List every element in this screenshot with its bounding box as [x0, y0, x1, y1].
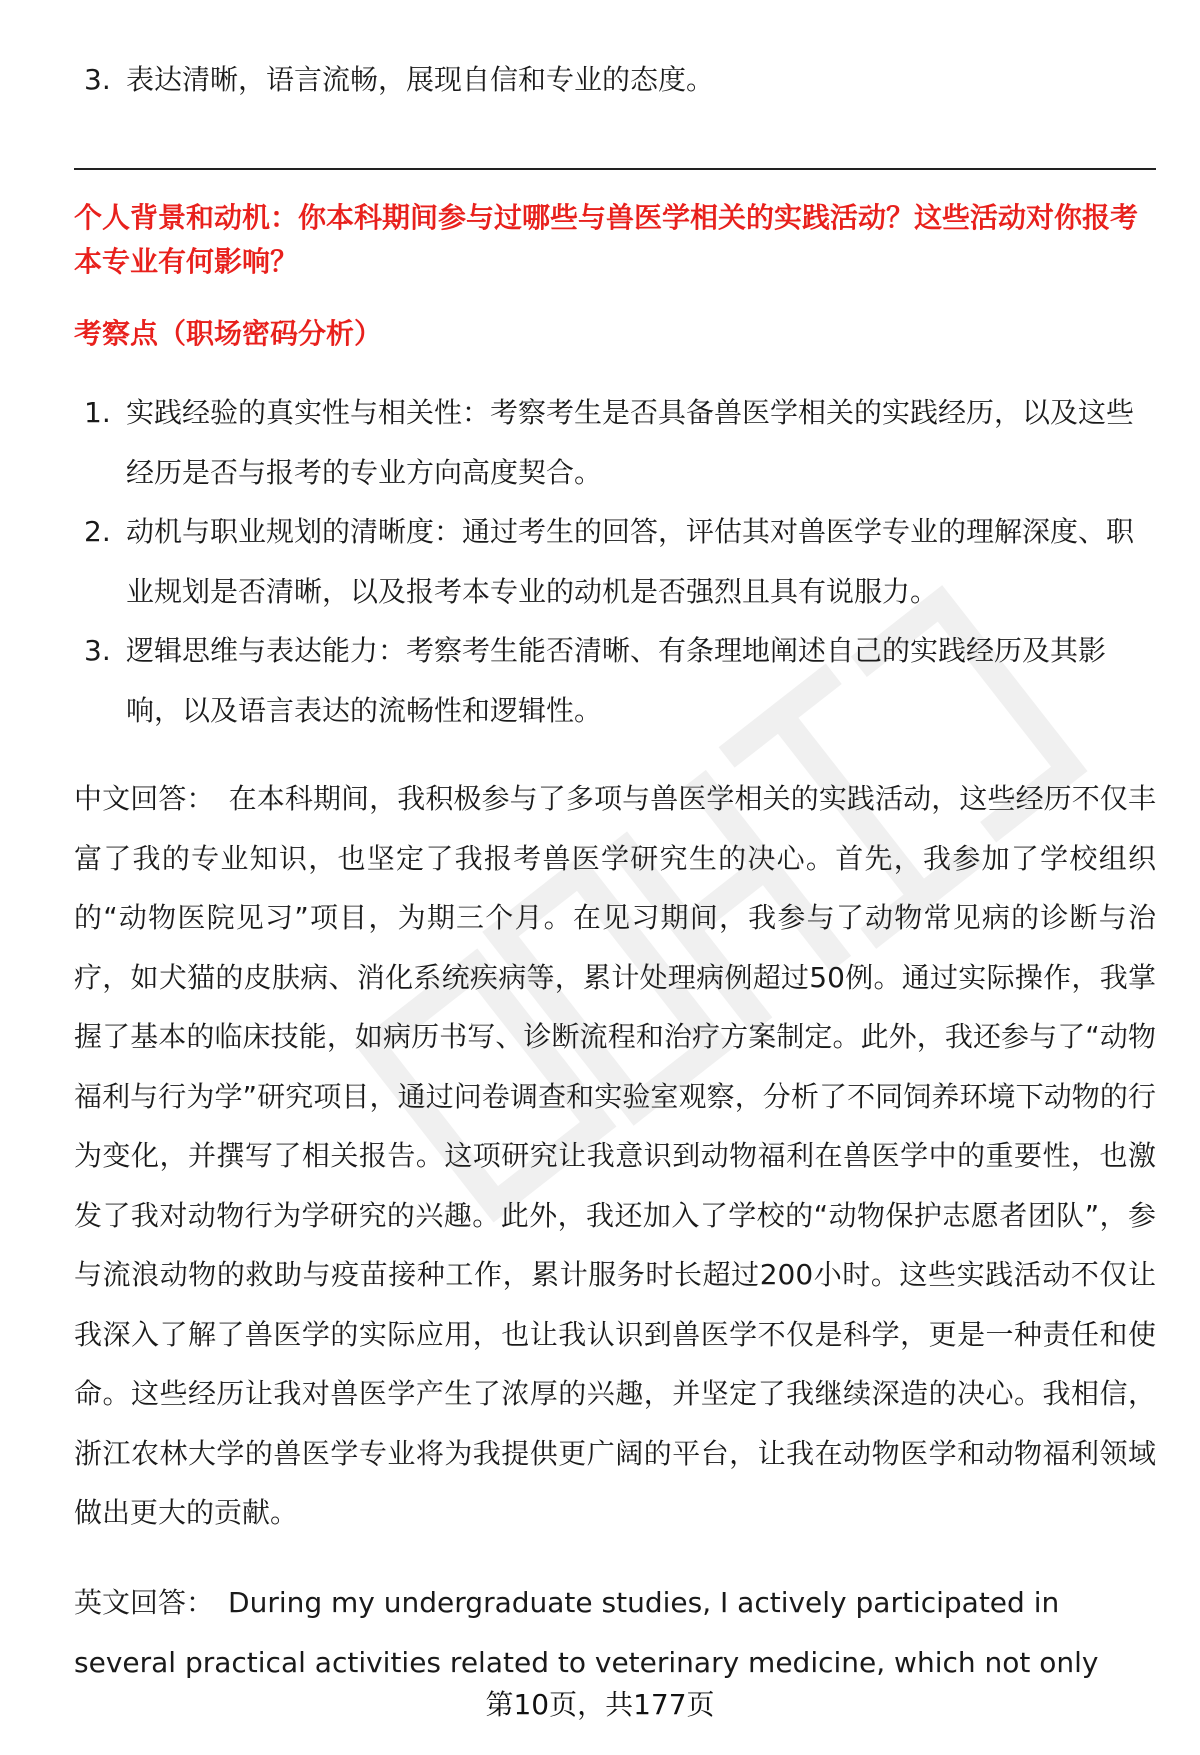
list-text: 动机与职业规划的清晰度：通过考生的回答，评估其对兽医学专业的理解深度、职业规划是否清晰，以及报考本专业的动机是否强烈且具有说服力。	[126, 515, 1135, 608]
chinese-answer	[74, 769, 1156, 1543]
english-answer-text: During my undergraduate studies, I actively participated in several practical activities related to veterinary medicine, which not only	[74, 1586, 1099, 1679]
list-item	[74, 621, 1144, 741]
english-answer	[74, 1573, 1156, 1693]
list-text: 表达清晰，语言流畅，展现自信和专业的态度。	[126, 63, 715, 96]
list-item	[74, 383, 1144, 503]
list-item	[74, 50, 1144, 110]
list-text: 实践经验的真实性与相关性：考察考生是否具备兽医学相关的实践经历，以及这些经历是否与报考的专业方向高度契合。	[126, 396, 1135, 489]
interview-question: 个人背景和动机：你本科期间参与过哪些与兽医学相关的实践活动？这些活动对你报考本专业有何影响？	[74, 201, 1139, 278]
chinese-answer-text: 在本科期间，我积极参与了多项与兽医学相关的实践活动，这些经历不仅丰富了我的专业知识，也坚定了我报考兽医学研究生的决心。首先，我参加了学校组织的“动物医院见习”项目，为期三个月。在见习期间，我参与了动物常见病的诊断与治疗，如犬猫的皮肤病、消化系统疾病等，累计处理病例超过50例。通过实际操作，我掌握了基本的临床技能，如病历书写、诊断流程和治疗方案制定。此外，我还参与了“动物福利与行为学”研究项目，通过问卷调查和实验室观察，分析了不同饲养环境下动物的行为变化，并撰写了相关报告。这项研究让我意识到动物福利在兽医学中的重要性，也激发了我对动物行为学研究的兴趣。此外，我还加入了学校的“动物保护志愿者团队”，参与流浪动物的救助与疫苗接种工作，累计服务时长超过200小时。这些实践活动不仅让我深入了解了兽医学的实际应用，也让我认识到兽医学不仅是科学，更是一种责任和使命。这些经历让我对兽医学产生了浓厚的兴趣，并坚定了我继续深造的决心。我相信，浙江农林大学的兽医学专业将为我提供更广阔的平台，让我在动物医学和动物福利领域做出更大的贡献。	[74, 782, 1156, 1529]
chinese-answer-label: 中文回答：	[74, 782, 215, 815]
section-divider	[74, 168, 1156, 170]
page-number: 第10页，共177页	[485, 1688, 715, 1721]
list-text: 逻辑思维与表达能力：考察考生能否清晰、有条理地阐述自己的实践经历及其影响，以及语言表达的流畅性和逻辑性。	[126, 634, 1107, 727]
assessment-heading: 考察点（职场密码分析）	[74, 317, 383, 350]
list-number: 3.	[84, 63, 111, 96]
list-number: 3.	[84, 634, 111, 667]
list-number: 1.	[84, 396, 111, 429]
list-number: 2.	[84, 515, 111, 548]
list-item	[74, 502, 1144, 622]
english-answer-label: 英文回答：	[74, 1586, 215, 1619]
